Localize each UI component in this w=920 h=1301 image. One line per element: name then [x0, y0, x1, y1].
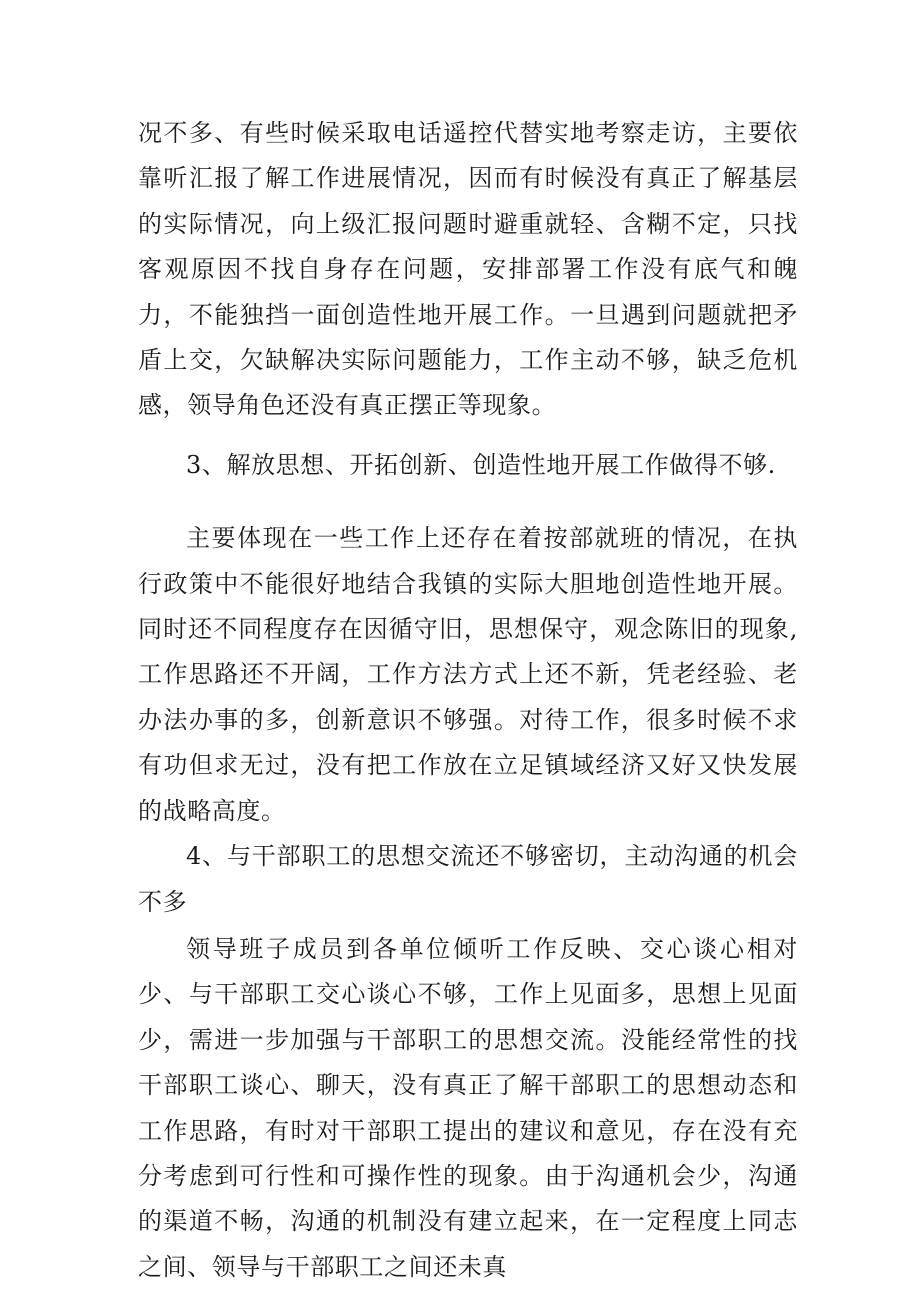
document-body	[138, 111, 798, 1290]
paragraph-section-4: 领导班子成员到各单位倾听工作反映、交心谈心相对少、与干部职工交心谈心不够，工作上见面多，思想上见面少，需进一步加强与干部职工的思想交流。没能经常性的找干部职工谈心、聊天，没有真正了解干部职工的思想动态和工作思路，有时对干部职工提出的建议和意见，存在没有充分考虑到可行性和可操作性的现象。由于沟通机会少，沟通的渠道不畅，沟通的机制没有建立起来，在一定程度上同志之间、领导与干部职工之间还未真	[138, 934, 798, 1281]
paragraph-continued: 况不多、有些时候采取电话遥控代替实地考察走访，主要依靠听汇报了解工作进展情况，因而有时候没有真正了解基层的实际情况，向上级汇报问题时避重就轻、含糊不定，只找客观原因不找自身存在问题，安排部署工作没有底气和魄力，不能独挡一面创造性地开展工作。一旦遇到问题就把矛盾上交，欠缺解决实际问题能力，工作主动不够，缺乏危机感，领导角色还没有真正摆正等现象。	[138, 119, 798, 420]
section-heading-3: 3、解放思想、开拓创新、创造性地开展工作做得不够.	[186, 450, 776, 479]
section-heading-4: 4、与干部职工的思想交流还不够密切，主动沟通的机会不多	[138, 842, 798, 916]
paragraph-section-3: 主要体现在一些工作上还存在着按部就班的情况，在执行政策中不能很好地结合我镇的实际大胆地创造性地开展。同时还不同程度存在因循守旧，思想保守，观念陈旧的现象,工作思路还不开阔，工作方法方式上还不新，凭老经验、老办法办事的多，创新意识不够强。对待工作，很多时候不求有功但求无过，没有把工作放在立足镇域经济又好又快发展的战略高度。	[138, 524, 798, 825]
